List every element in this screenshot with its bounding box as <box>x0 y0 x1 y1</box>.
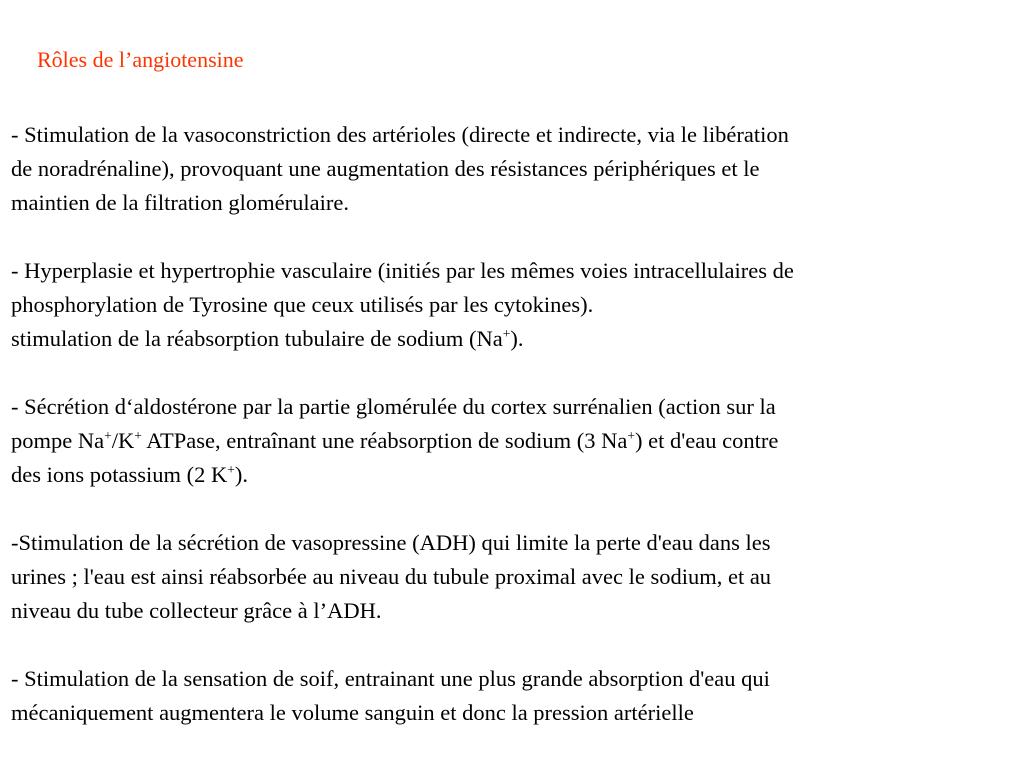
text-line <box>11 424 1016 458</box>
slide-title: Rôles de l’angiotensine <box>37 47 244 72</box>
superscript: + <box>134 427 142 443</box>
text-fragment: ). <box>234 462 248 487</box>
text-fragment: ) et d'eau contre <box>635 428 779 453</box>
text-line: - Stimulation de la vasoconstriction des artérioles (directe et indirecte, via le libération <box>11 122 789 147</box>
text-line: maintien de la filtration glomérulaire. <box>11 190 350 215</box>
text-line: - Stimulation de la sensation de soif, entrainant une plus grande absorption d'eau qui <box>11 666 770 691</box>
text-line: de noradrénaline), provoquant une augmentation des résistances périphériques et le <box>11 156 760 181</box>
superscript: + <box>502 325 511 341</box>
superscript: + <box>227 461 235 477</box>
text-line <box>11 458 1016 492</box>
paragraph-hyperplasie <box>11 254 1016 356</box>
paragraph-aldosterone <box>11 390 1016 492</box>
text-fragment: stimulation de la réabsorption tubulaire de sodium (Na <box>11 326 503 351</box>
text-fragment: pompe Na <box>11 428 105 453</box>
text-fragment: /K <box>111 428 135 453</box>
text-fragment: des ions potassium (2 K <box>11 462 228 487</box>
superscript: + <box>104 427 112 443</box>
text-line: niveau du tube collecteur grâce à l’ADH. <box>11 598 382 623</box>
text-line: - Hyperplasie et hypertrophie vasculaire (initiés par les mêmes voies intracellulaires de <box>11 258 794 283</box>
text-fragment: ATPase, entraînant une réabsorption de sodium (3 Na <box>141 428 628 453</box>
text-line: - Sécrétion d‘aldostérone par la partie glomérulée du cortex surrénalien (action sur la <box>11 394 776 419</box>
slide-body <box>11 118 1016 730</box>
text-line <box>11 322 1016 356</box>
paragraph-vasopressine <box>11 526 1016 628</box>
text-line: -Stimulation de la sécrétion de vasopressine (ADH) qui limite la perte d'eau dans les <box>11 530 771 555</box>
text-line: phosphorylation de Tyrosine que ceux utilisés par les cytokines). <box>11 292 594 317</box>
paragraph-soif <box>11 662 1016 730</box>
text-line: mécaniquement augmentera le volume sanguin et donc la pression artérielle <box>11 700 694 725</box>
superscript: + <box>627 427 635 443</box>
paragraph-vasoconstriction <box>11 118 1016 220</box>
text-fragment: ). <box>510 326 524 351</box>
text-line: urines ; l'eau est ainsi réabsorbée au niveau du tubule proximal avec le sodium, et au <box>11 564 772 589</box>
